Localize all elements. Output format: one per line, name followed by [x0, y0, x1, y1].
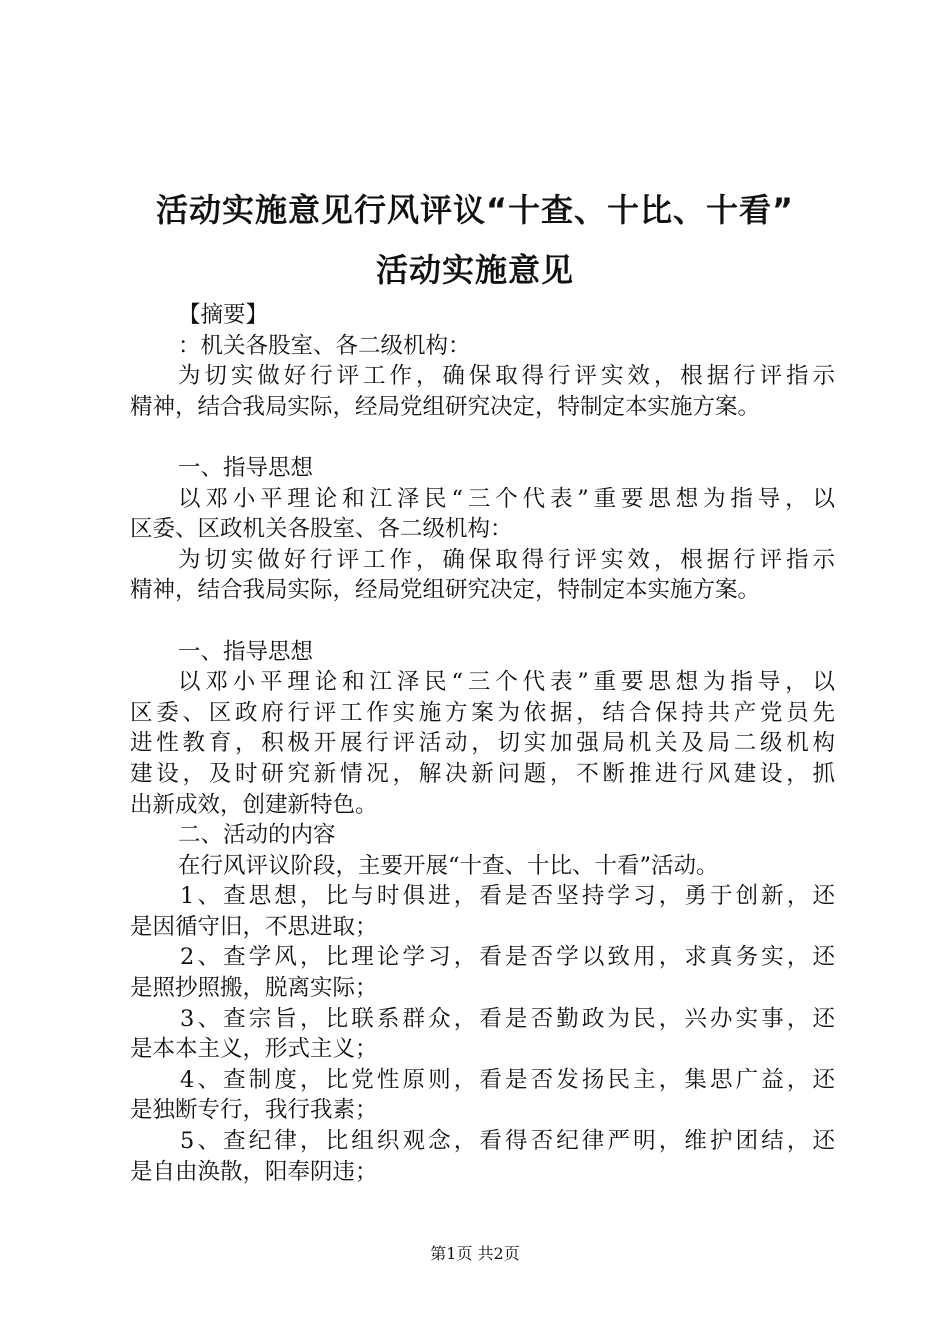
body-line: 建设，及时研究新情况，解决新问题，不断推进行风建设，抓 [130, 760, 835, 787]
section-heading: 一、指导思想 [178, 638, 314, 665]
list-item-line: 2、查学风，比理论学习，看是否学以致用，求真务实，还 [180, 944, 835, 971]
list-item-line: 3、查宗旨，比联系群众，看是否勤政为民，兴办实事，还 [180, 1005, 835, 1032]
body-line: 精神，结合我局实际，经局党组研究决定，特制定本实施方案。 [130, 577, 761, 604]
body-line: 为切实做好行评工作，确保取得行评实效，根据行评指示 [178, 546, 835, 573]
body-line: 区委、区政府行评工作实施方案为依据，结合保持共产党员先 [130, 699, 835, 726]
list-item-line: 5、查纪律，比组织观念，看得否纪律严明，维护团结，还 [180, 1128, 835, 1155]
body-line: 精神，结合我局实际，经局党组研究决定，特制定本实施方案。 [130, 393, 761, 420]
body-line: 以邓小平理论和江泽民“三个代表”重要思想为指导，以 [178, 669, 835, 696]
body-line: 为切实做好行评工作，确保取得行评实效，根据行评指示 [178, 363, 835, 390]
list-item-line: 是照抄照搬，脱离实际； [130, 975, 378, 1002]
body-line: 进性教育，积极开展行评活动，切实加强局机关及局二级机构 [130, 730, 835, 757]
document-body [130, 300, 835, 1187]
body-line: 在行风评议阶段，主要开展“十查、十比、十看”活动。 [178, 852, 719, 879]
body-line: ：机关各股室、各二级机构： [178, 332, 471, 359]
list-item-line: 是独断专行，我行我素； [130, 1097, 378, 1124]
list-item-line: 是自由涣散，阳奉阴违； [130, 1158, 378, 1185]
list-item-line: 4、查制度，比党性原则，看是否发扬民主，集思广益，还 [180, 1066, 835, 1093]
body-line: 出新成效，创建新特色。 [130, 791, 378, 818]
document-title-line2: 活动实施意见 [375, 251, 574, 289]
page-footer: 第1页 共2页 [430, 1244, 520, 1263]
blank-line [130, 422, 835, 453]
list-item-line: 是本本主义，形式主义； [130, 1036, 378, 1063]
section-heading: 一、指导思想 [178, 454, 314, 481]
body-line: 【摘要】 [178, 302, 269, 328]
section-heading: 二、活动的内容 [178, 822, 336, 849]
body-line: 以邓小平理论和江泽民“三个代表”重要思想为指导，以 [178, 485, 835, 512]
blank-line [130, 606, 835, 637]
list-item-line: 是因循守旧，不思进取； [130, 913, 378, 940]
body-line: 区委、区政机关各股室、各二级机构： [130, 516, 513, 543]
document-title-line1: 活动实施意见行风评议“十查、十比、十看” [155, 191, 795, 229]
list-item-line: 1、查思想，比与时俱进，看是否坚持学习，勇于创新，还 [180, 883, 835, 910]
